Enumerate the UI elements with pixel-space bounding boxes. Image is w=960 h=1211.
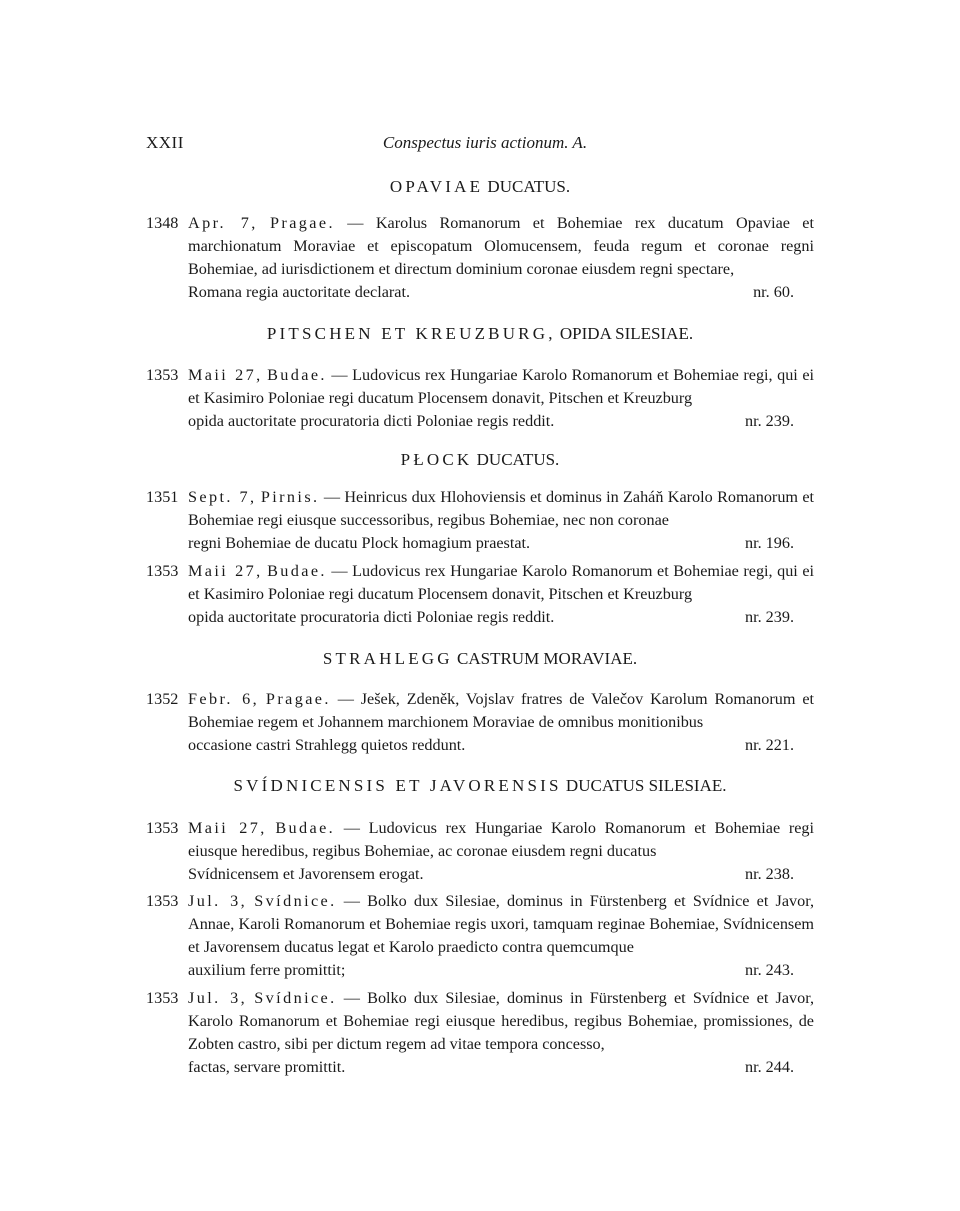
section-heading: STRAHLEGG CASTRUM MORAVIAE. bbox=[322, 649, 638, 668]
entry-number: nr. 238. bbox=[744, 865, 794, 883]
entry-year: 1353 bbox=[146, 366, 179, 384]
entry-place: Budae. bbox=[275, 819, 336, 837]
entry-text: — Heinricus dux Hlohoviensis et dominus in Zaháň Karolo Romanorum et Bohemiae regi eiusque successoribus, regibus Bohemiae, nec non coronae bbox=[188, 488, 815, 529]
entry-last-line: regni Bohemiae de ducatu Plock homagium praestat. bbox=[188, 534, 531, 552]
entry-text: — Bolko dux Silesiae, dominus in Fürstenberg et Svídnice et Javor, Annae, Karoli Romanorum et Bohemiae regis uxori, tamquam reginae Bohemiae, Svídnicensem et Javorensem ducatus legat et Karolo praedicto contra quemcumque bbox=[188, 892, 815, 956]
regest-entry bbox=[146, 987, 814, 1079]
entry-number: nr. 243. bbox=[744, 961, 794, 979]
entry-number: nr. 60. bbox=[753, 283, 794, 301]
entry-date: Maii 27, bbox=[188, 366, 263, 384]
entry-number: nr. 196. bbox=[744, 534, 794, 552]
entry-place: Pirnis. bbox=[260, 488, 320, 506]
entry-number: nr. 239. bbox=[744, 412, 794, 430]
entry-last-line: opida auctoritate procuratoria dicti Poloniae regis reddit. bbox=[188, 412, 555, 430]
entry-number: nr. 244. bbox=[744, 1058, 794, 1076]
regest-entry bbox=[146, 364, 814, 433]
entry-year: 1353 bbox=[146, 892, 179, 910]
regest-entry bbox=[146, 890, 814, 982]
entry-date: Febr. 6, bbox=[188, 690, 260, 708]
regest-entry bbox=[146, 817, 814, 886]
entry-place: Budae. bbox=[267, 562, 327, 580]
running-title: Conspectus iuris actionum. A. bbox=[382, 133, 588, 152]
entry-text: — Ludovicus rex Hungariae Karolo Romanorum et Bohemiae regi eiusque heredibus, regibus Bohemiae, ac coronae eiusdem regni ducatus bbox=[188, 819, 815, 860]
entry-place: Svídnice. bbox=[254, 892, 337, 910]
entry-date: Jul. 3, bbox=[188, 892, 248, 910]
entry-text: — Ludovicus rex Hungariae Karolo Romanorum et Bohemiae regi, qui ei et Kasimiro Poloniae regi ducatum Plocensem donavit, Pitschen et Kreuzburg bbox=[188, 366, 815, 407]
entry-last-line: factas, servare promittit. bbox=[188, 1058, 346, 1076]
regest-entry bbox=[146, 486, 814, 555]
entry-place: Budae. bbox=[267, 366, 327, 384]
entry-place: Svídnice. bbox=[254, 989, 337, 1007]
entry-text: — Bolko dux Silesiae, dominus in Fürstenberg et Svídnice et Javor, Karolo Romanorum et Bohemiae regi eiusque heredibus, regibus Bohemiae, promissiones, de Zobten castro, sibi per dictum regem ad vitae tempora concesso, bbox=[188, 989, 815, 1053]
entry-number: nr. 221. bbox=[744, 736, 794, 754]
section-heading: SVÍDNICENSIS ET JAVORENSIS DUCATUS SILESIAE. bbox=[233, 776, 727, 795]
entry-last-line: Svídnicensem et Javorensem erogat. bbox=[188, 865, 424, 883]
entry-last-line: auxilium ferre promittit; bbox=[188, 961, 346, 979]
entry-text: — Ješek, Zdeněk, Vojslav fratres de Valečov Karolum Romanorum et Bohemiae regem et Johannem marchionem Moraviae de omnibus monitionibus bbox=[188, 690, 814, 731]
entry-year: 1351 bbox=[146, 488, 179, 506]
section-heading: PITSCHEN ET KREUZBURG, OPIDA SILESIAE. bbox=[266, 324, 694, 343]
entry-date: Apr. 7, bbox=[188, 214, 258, 232]
entry-text: — Ludovicus rex Hungariae Karolo Romanorum et Bohemiae regi, qui ei et Kasimiro Poloniae regi ducatum Plocensem donavit, Pitschen et Kreuzburg bbox=[188, 562, 815, 603]
entry-place: Pragae. bbox=[270, 214, 335, 232]
page-number: XXII bbox=[146, 133, 184, 152]
entry-year: 1353 bbox=[146, 562, 179, 580]
entry-date: Maii 27, bbox=[188, 819, 267, 837]
page-header bbox=[146, 133, 814, 157]
entry-last-line: opida auctoritate procuratoria dicti Poloniae regis reddit. bbox=[188, 608, 555, 626]
section-heading: PŁOCK DUCATUS. bbox=[400, 450, 560, 469]
entry-year: 1353 bbox=[146, 989, 179, 1007]
regest-entry bbox=[146, 212, 814, 304]
regest-entry bbox=[146, 560, 814, 629]
section-heading: OPAVIAE DUCATUS. bbox=[389, 177, 571, 196]
entry-place: Pragae. bbox=[265, 690, 331, 708]
entry-date: Maii 27, bbox=[188, 562, 263, 580]
entry-date: Jul. 3, bbox=[188, 989, 248, 1007]
entry-year: 1353 bbox=[146, 819, 179, 837]
entry-number: nr. 239. bbox=[744, 608, 794, 626]
entry-text: — Karolus Romanorum et Bohemiae rex ducatum Opaviae et marchionatum Moraviae et episcopatum Olomucensem, feuda regum et coronae regni Bohemiae, ad iurisdictionem et directum dominium coronae eiusdem regni spectare, bbox=[188, 214, 814, 278]
entry-year: 1348 bbox=[146, 214, 179, 232]
entry-last-line: Romana regia auctoritate declarat. bbox=[188, 283, 411, 301]
entry-year: 1352 bbox=[146, 690, 179, 708]
entry-last-line: occasione castri Strahlegg quietos reddunt. bbox=[188, 736, 466, 754]
regest-entry bbox=[146, 688, 814, 757]
entry-date: Sept. 7, bbox=[188, 488, 257, 506]
